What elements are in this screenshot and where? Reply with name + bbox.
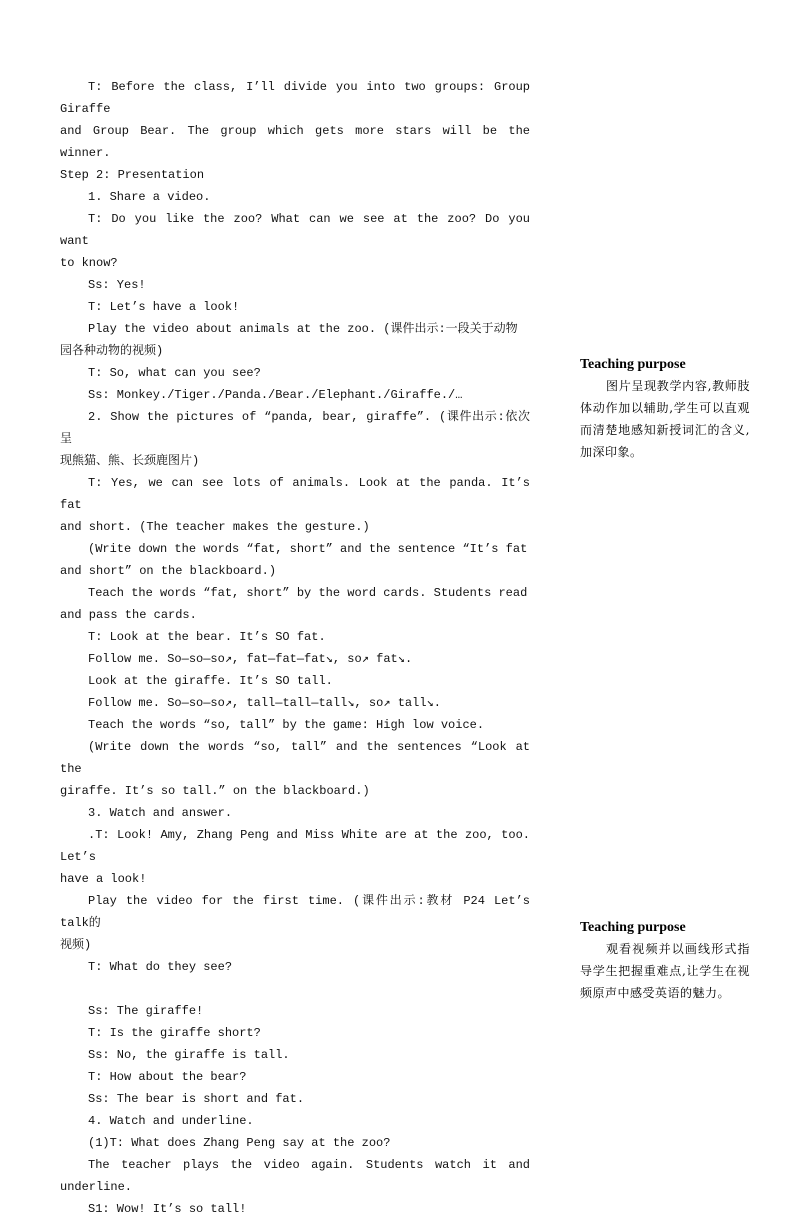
transcript-line: Follow me. So—so—so↗, fat—fat—fat↘, so↗ fat↘.	[88, 652, 413, 666]
transcript-line: Ss: Monkey./Tiger./Panda./Bear./Elephant./Giraffe./…	[88, 388, 463, 402]
transcript-line: 1. Share a video.	[88, 190, 211, 204]
teaching-purpose-note-2	[580, 918, 750, 1004]
transcript-line: and short. (The teacher makes the gesture.)	[60, 520, 370, 534]
transcript-line: Play the video about animals at the zoo. (课件出示:一段关于动物	[88, 322, 518, 336]
transcript-line: Play the video for the first time. (课件出示:教材 P24 Let’s talk的	[60, 894, 530, 930]
transcript-line: T: Is the giraffe short?	[88, 1026, 261, 1040]
note-heading: Teaching purpose	[580, 920, 686, 935]
note-body: 观看视频并以画线形式指导学生把握重难点,让学生在视频原声中感受英语的魅力。	[580, 942, 750, 1000]
transcript-line: T: What do they see?	[88, 960, 233, 974]
transcript-line: and pass the cards.	[60, 608, 197, 622]
transcript-line: Ss: Yes!	[88, 278, 146, 292]
transcript-line: (1)T: What does Zhang Peng say at the zoo?	[88, 1136, 391, 1150]
transcript-line: T: So, what can you see?	[88, 366, 261, 380]
transcript-line: Teach the words “fat, short” by the word cards. Students read	[88, 586, 528, 600]
teaching-purpose-note-1	[580, 355, 750, 463]
note-body: 图片呈现教学内容,教师肢体动作加以辅助,学生可以直观而清楚地感知新授词汇的含义,加深印象。	[580, 379, 750, 459]
transcript-line: (Write down the words “so, tall” and the sentences “Look at the	[60, 740, 530, 776]
transcript-line: 4. Watch and underline.	[88, 1114, 254, 1128]
transcript-line: 现熊猫、熊、长颈鹿图片)	[60, 454, 200, 468]
note-heading: Teaching purpose	[580, 357, 686, 372]
transcript-line: .T: Look! Amy, Zhang Peng and Miss White are at the zoo, too. Let’s	[60, 828, 530, 864]
transcript-line: 视频)	[60, 938, 92, 952]
blank-line	[60, 978, 530, 1000]
transcript-line: 2. Show the pictures of “panda, bear, giraffe”. (课件出示:依次呈	[60, 410, 530, 446]
transcript-line: giraffe. It’s so tall.” on the blackboard.)	[60, 784, 370, 798]
transcript-line: 园各种动物的视频)	[60, 344, 164, 358]
transcript-line: Teach the words “so, tall” by the game: High low voice.	[88, 718, 485, 732]
transcript-line: have a look!	[60, 872, 147, 886]
transcript-line: Look at the giraffe. It’s SO tall.	[88, 674, 333, 688]
transcript-line: Ss: No, the giraffe is tall.	[88, 1048, 290, 1062]
transcript-line: The teacher plays the video again. Students watch it and underline.	[60, 1158, 530, 1194]
transcript-line: Step 2: Presentation	[60, 168, 205, 182]
transcript-line: to know?	[60, 256, 118, 270]
transcript-line: S1: Wow! It’s so tall!	[88, 1202, 247, 1216]
transcript-line: T: Do you like the zoo? What can we see at the zoo? Do you want	[60, 212, 530, 248]
lesson-transcript	[60, 76, 530, 1220]
transcript-line: Follow me. So—so—so↗, tall—tall—tall↘, so↗ tall↘.	[88, 696, 441, 710]
transcript-line: 3. Watch and answer.	[88, 806, 233, 820]
transcript-line: (Write down the words “fat, short” and the sentence “It’s fat	[88, 542, 528, 556]
transcript-line: and Group Bear. The group which gets more stars will be the winner.	[60, 124, 530, 160]
transcript-line: Ss: The bear is short and fat.	[88, 1092, 305, 1106]
transcript-line: T: Let’s have a look!	[88, 300, 240, 314]
transcript-line: T: Look at the bear. It’s SO fat.	[88, 630, 326, 644]
transcript-line: T: Before the class, I’ll divide you into two groups: Group Giraffe	[60, 80, 530, 116]
transcript-line: Ss: The giraffe!	[88, 1004, 204, 1018]
transcript-line: T: Yes, we can see lots of animals. Look at the panda. It’s fat	[60, 476, 530, 512]
transcript-line: T: How about the bear?	[88, 1070, 247, 1084]
transcript-line: and short” on the blackboard.)	[60, 564, 277, 578]
